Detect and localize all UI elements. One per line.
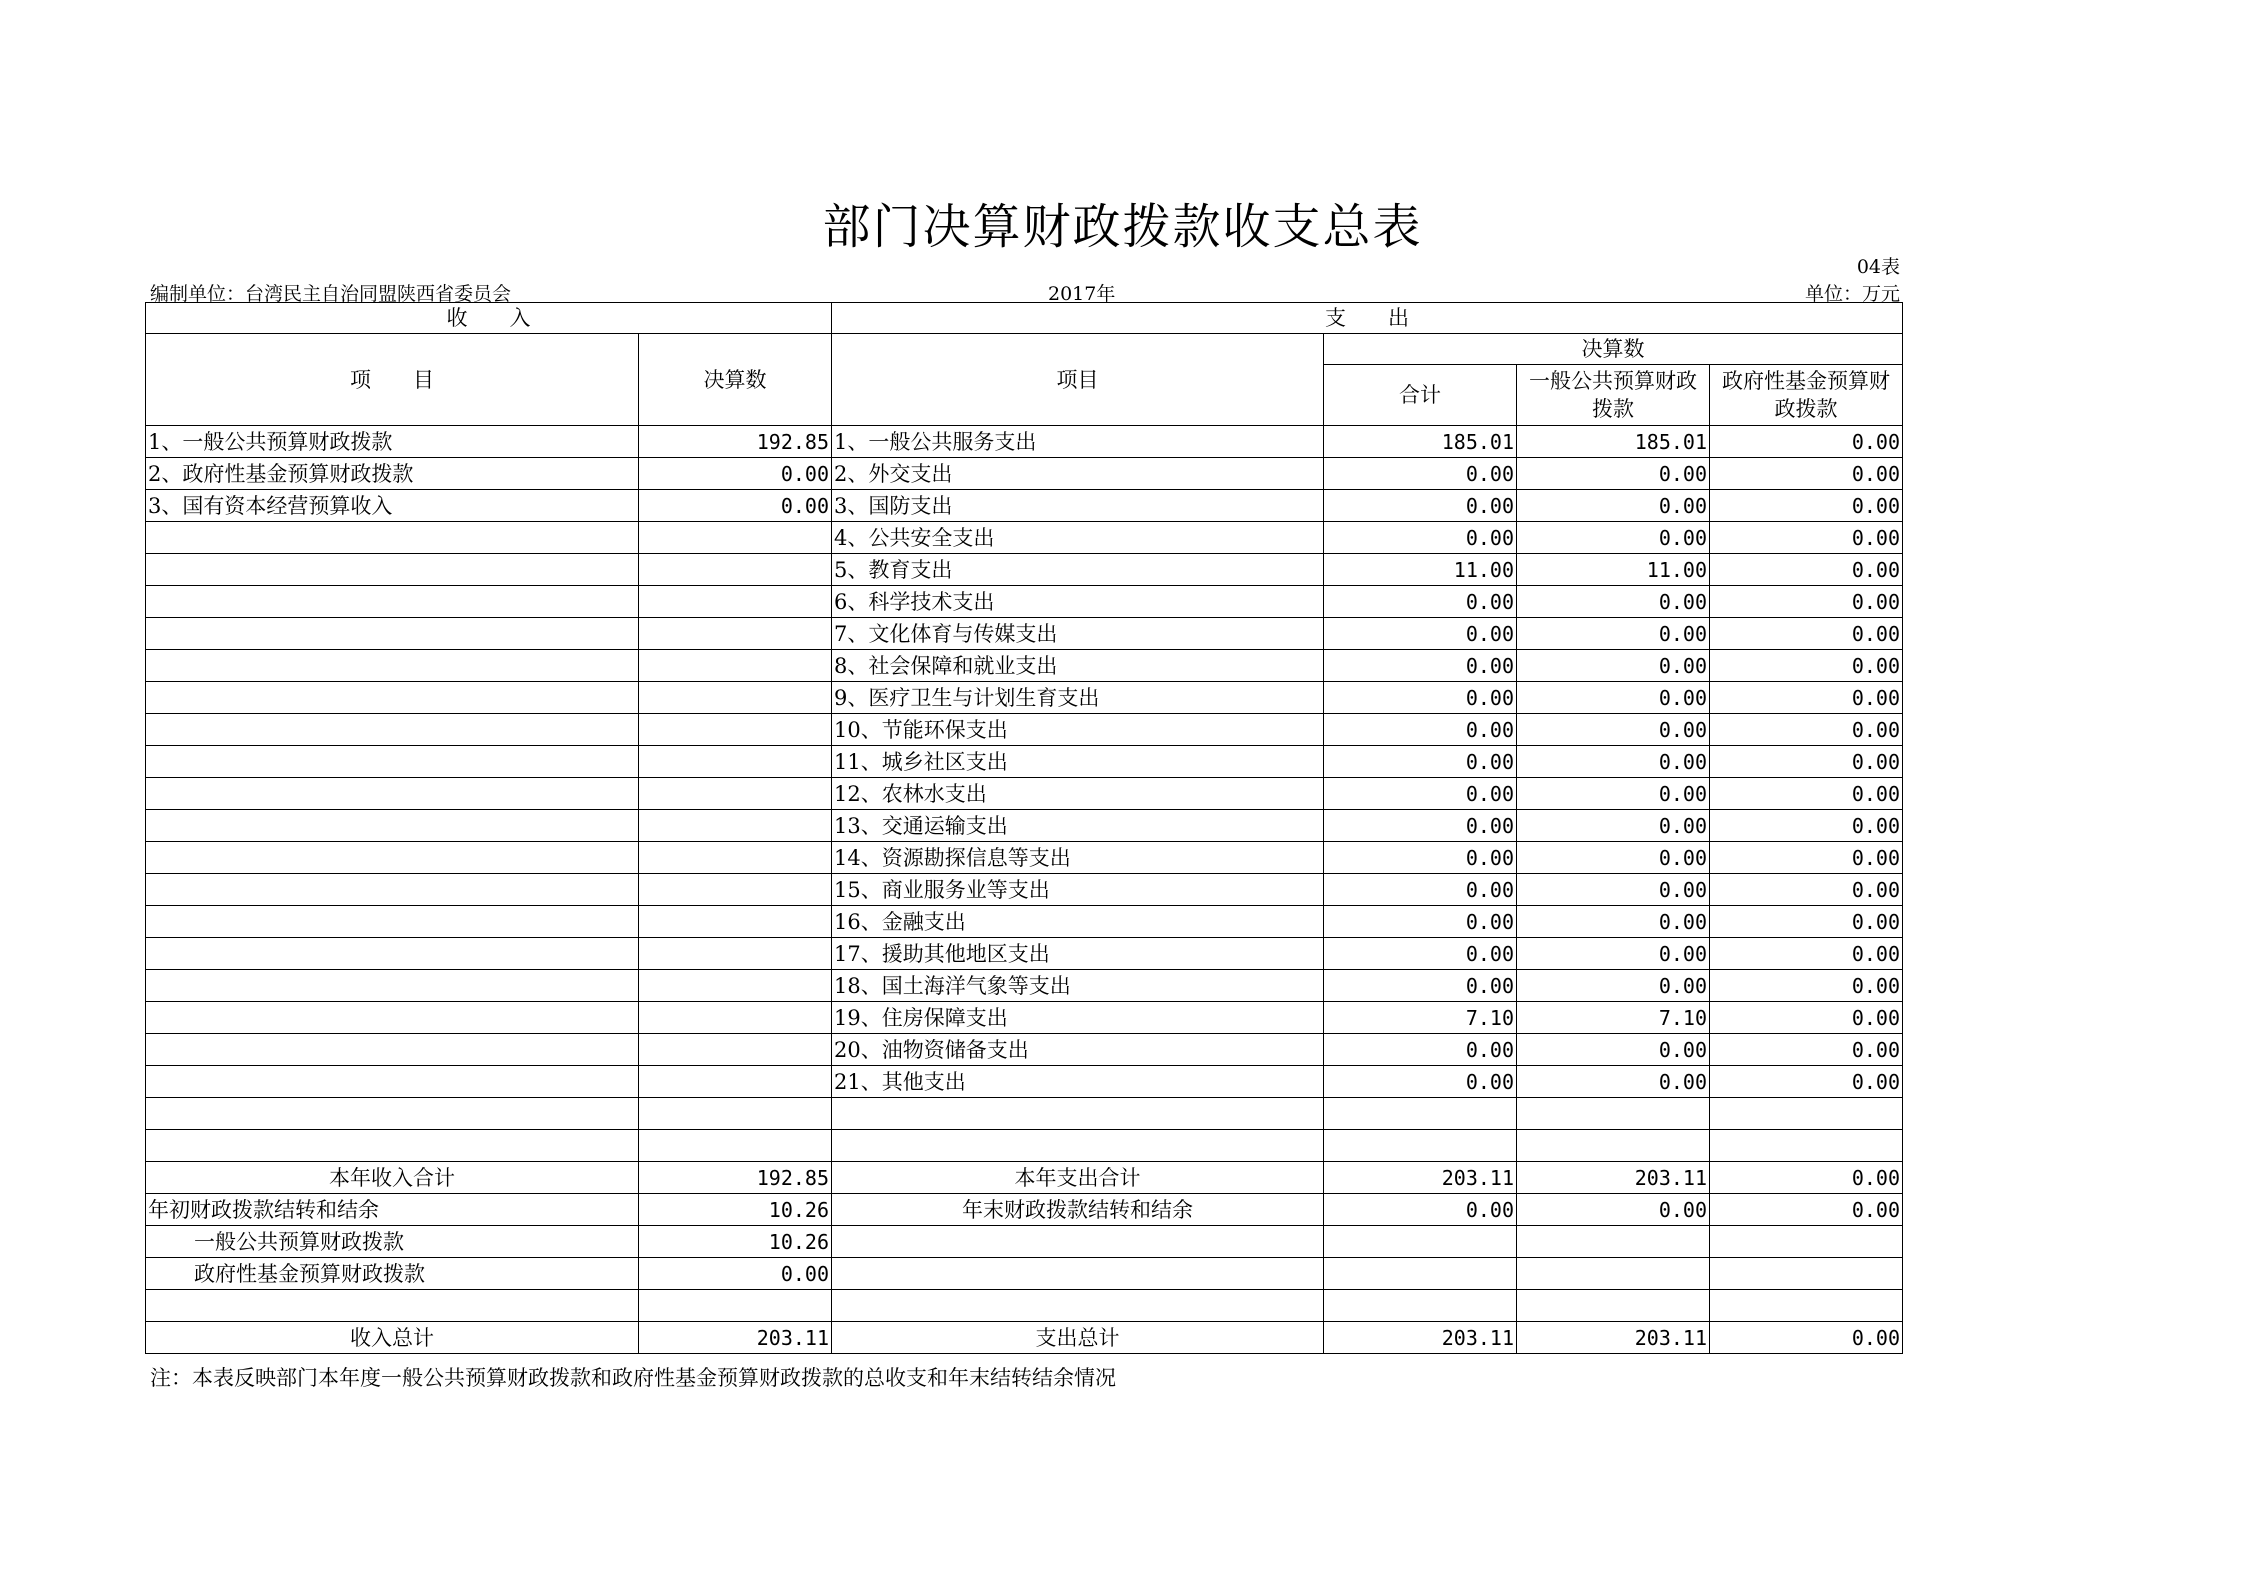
table-row xyxy=(146,842,1903,874)
begin-fund-label: 政府性基金预算财政拨款 xyxy=(146,1258,639,1290)
empty-cell xyxy=(832,1226,1324,1258)
income-total-label: 收入总计 xyxy=(146,1322,639,1354)
expense-total-cell: 0.00 xyxy=(1324,778,1517,810)
expense-total-cell: 185.01 xyxy=(1324,426,1517,458)
expense-fund-cell: 0.00 xyxy=(1710,842,1903,874)
expense-item-header: 项目 xyxy=(832,334,1324,426)
empty-cell xyxy=(1517,1226,1710,1258)
table-row xyxy=(146,650,1903,682)
year-expense-total: 203.11 xyxy=(1324,1162,1517,1194)
income-item-cell xyxy=(146,842,639,874)
table-row xyxy=(146,810,1903,842)
income-amount-cell xyxy=(639,522,832,554)
begin-balance-amount: 10.26 xyxy=(639,1194,832,1226)
expense-fund-cell: 0.00 xyxy=(1710,618,1903,650)
expense-item-cell: 8、社会保障和就业支出 xyxy=(832,650,1324,682)
income-item-cell xyxy=(146,810,639,842)
expense-item-cell: 11、城乡社区支出 xyxy=(832,746,1324,778)
expense-general-cell: 0.00 xyxy=(1517,522,1710,554)
expense-fund-cell: 0.00 xyxy=(1710,874,1903,906)
expense-item-cell: 16、金融支出 xyxy=(832,906,1324,938)
income-amount-cell xyxy=(639,682,832,714)
income-item-cell xyxy=(146,874,639,906)
income-item-cell xyxy=(146,650,639,682)
income-amount-cell xyxy=(639,938,832,970)
income-amount-cell: 0.00 xyxy=(639,458,832,490)
income-amount-cell xyxy=(639,1066,832,1098)
expense-total-cell: 0.00 xyxy=(1324,458,1517,490)
expense-total-cell: 0.00 xyxy=(1324,906,1517,938)
expense-item-cell: 20、油物资储备支出 xyxy=(832,1034,1324,1066)
table-row xyxy=(146,426,1903,458)
income-item-cell: 3、国有资本经营预算收入 xyxy=(146,490,639,522)
income-amount-cell xyxy=(639,874,832,906)
expense-general-cell: 0.00 xyxy=(1517,458,1710,490)
begin-general-label: 一般公共预算财政拨款 xyxy=(146,1226,639,1258)
expense-total-cell: 0.00 xyxy=(1324,1066,1517,1098)
expense-item-cell: 1、一般公共服务支出 xyxy=(832,426,1324,458)
expense-general-cell: 0.00 xyxy=(1517,906,1710,938)
expense-amount-header: 决算数 xyxy=(1324,334,1903,365)
table-row xyxy=(146,490,1903,522)
expense-total-cell: 0.00 xyxy=(1324,490,1517,522)
expense-total-cell: 0.00 xyxy=(1324,650,1517,682)
income-amount-cell: 0.00 xyxy=(639,490,832,522)
summary-row xyxy=(146,1194,1903,1226)
expense-fund-cell: 0.00 xyxy=(1710,714,1903,746)
income-item-cell xyxy=(146,938,639,970)
expense-fund-cell: 0.00 xyxy=(1710,1066,1903,1098)
expense-general-cell: 0.00 xyxy=(1517,490,1710,522)
expense-item-cell: 4、公共安全支出 xyxy=(832,522,1324,554)
income-amount-cell xyxy=(639,906,832,938)
expense-item-cell: 7、文化体育与传媒支出 xyxy=(832,618,1324,650)
empty-cell xyxy=(639,1290,832,1322)
income-amount-cell xyxy=(639,778,832,810)
income-amount-cell xyxy=(639,970,832,1002)
finance-table-body xyxy=(146,303,1903,1354)
expense-general-cell xyxy=(1517,1098,1710,1130)
empty-cell xyxy=(1324,1258,1517,1290)
year-expense-label: 本年支出合计 xyxy=(832,1162,1324,1194)
expense-fund-cell: 0.00 xyxy=(1710,1002,1903,1034)
income-item-cell xyxy=(146,1002,639,1034)
expense-total-cell: 0.00 xyxy=(1324,586,1517,618)
table-row xyxy=(146,906,1903,938)
table-row xyxy=(146,1098,1903,1130)
expense-total-cell: 0.00 xyxy=(1324,746,1517,778)
summary-row xyxy=(146,1162,1903,1194)
income-amount-cell xyxy=(639,1098,832,1130)
expense-total-cell: 11.00 xyxy=(1324,554,1517,586)
table-row xyxy=(146,554,1903,586)
income-item-cell xyxy=(146,1098,639,1130)
expense-fund-cell xyxy=(1710,1130,1903,1162)
expense-general-cell: 0.00 xyxy=(1517,842,1710,874)
income-total-amount: 203.11 xyxy=(639,1322,832,1354)
end-balance-general: 0.00 xyxy=(1517,1194,1710,1226)
expense-total-cell: 0.00 xyxy=(1324,682,1517,714)
expense-general-cell: 0.00 xyxy=(1517,938,1710,970)
expense-general-cell: 0.00 xyxy=(1517,1066,1710,1098)
column-header-row-1 xyxy=(146,334,1903,365)
expense-total-cell: 0.00 xyxy=(1324,810,1517,842)
empty-cell xyxy=(832,1258,1324,1290)
expense-total-cell: 0.00 xyxy=(1324,522,1517,554)
table-row xyxy=(146,1066,1903,1098)
begin-general-amount: 10.26 xyxy=(639,1226,832,1258)
expense-fund-cell: 0.00 xyxy=(1710,522,1903,554)
income-item-cell xyxy=(146,1130,639,1162)
expense-item-cell: 3、国防支出 xyxy=(832,490,1324,522)
income-amount-cell xyxy=(639,714,832,746)
expense-item-cell: 2、外交支出 xyxy=(832,458,1324,490)
table-number: 04表 xyxy=(1856,256,1900,278)
summary-row xyxy=(146,1226,1903,1258)
income-item-header: 项 目 xyxy=(146,334,639,426)
table-row xyxy=(146,1034,1903,1066)
expense-general-cell xyxy=(1517,1130,1710,1162)
income-item-cell xyxy=(146,682,639,714)
income-amount-header: 决算数 xyxy=(639,334,832,426)
end-balance-total: 0.00 xyxy=(1324,1194,1517,1226)
expense-total-header: 合计 xyxy=(1324,365,1517,426)
expense-fund-header: 政府性基金预算财政拨款 xyxy=(1710,365,1903,426)
expense-total-cell: 0.00 xyxy=(1324,1034,1517,1066)
income-amount-cell xyxy=(639,650,832,682)
income-item-cell xyxy=(146,778,639,810)
summary-row xyxy=(146,1322,1903,1354)
expense-item-cell: 5、教育支出 xyxy=(832,554,1324,586)
expense-general-cell: 0.00 xyxy=(1517,746,1710,778)
income-section-header: 收 入 xyxy=(146,303,832,334)
table-row xyxy=(146,1002,1903,1034)
end-balance-fund: 0.00 xyxy=(1710,1194,1903,1226)
income-amount-cell xyxy=(639,586,832,618)
empty-cell xyxy=(1517,1290,1710,1322)
income-amount-cell: 192.85 xyxy=(639,426,832,458)
summary-row xyxy=(146,1290,1903,1322)
expense-general-cell: 185.01 xyxy=(1517,426,1710,458)
expense-item-cell xyxy=(832,1098,1324,1130)
expense-item-cell: 19、住房保障支出 xyxy=(832,1002,1324,1034)
expense-grand-total: 203.11 xyxy=(1324,1322,1517,1354)
begin-fund-amount: 0.00 xyxy=(639,1258,832,1290)
expense-fund-cell: 0.00 xyxy=(1710,746,1903,778)
income-item-cell xyxy=(146,970,639,1002)
expense-item-cell: 17、援助其他地区支出 xyxy=(832,938,1324,970)
expense-fund-cell: 0.00 xyxy=(1710,682,1903,714)
compiling-unit: 编制单位：台湾民主自治同盟陕西省委员会 xyxy=(150,283,512,305)
income-item-cell xyxy=(146,554,639,586)
page-title: 部门决算财政拨款收支总表 xyxy=(822,199,1423,255)
table-row xyxy=(146,586,1903,618)
expense-general-cell: 0.00 xyxy=(1517,778,1710,810)
expense-item-cell: 18、国土海洋气象等支出 xyxy=(832,970,1324,1002)
expense-fund-cell: 0.00 xyxy=(1710,554,1903,586)
expense-item-cell: 21、其他支出 xyxy=(832,1066,1324,1098)
summary-row xyxy=(146,1258,1903,1290)
year-income-label: 本年收入合计 xyxy=(146,1162,639,1194)
year-expense-general: 203.11 xyxy=(1517,1162,1710,1194)
expense-section-header: 支 出 xyxy=(832,303,1903,334)
report-year: 2017年 xyxy=(1048,283,1116,305)
expense-fund-cell: 0.00 xyxy=(1710,426,1903,458)
expense-general-cell: 0.00 xyxy=(1517,586,1710,618)
empty-cell xyxy=(1710,1258,1903,1290)
income-amount-cell xyxy=(639,1034,832,1066)
expense-total-cell: 0.00 xyxy=(1324,970,1517,1002)
expense-total-cell: 0.00 xyxy=(1324,842,1517,874)
expense-fund-cell: 0.00 xyxy=(1710,778,1903,810)
expense-general-cell: 0.00 xyxy=(1517,618,1710,650)
begin-balance-label: 年初财政拨款结转和结余 xyxy=(146,1194,639,1226)
income-item-cell xyxy=(146,618,639,650)
expense-total-cell: 0.00 xyxy=(1324,938,1517,970)
expense-fund-cell: 0.00 xyxy=(1710,938,1903,970)
table-note: 注：本表反映部门本年度一般公共预算财政拨款和政府性基金预算财政拨款的总收支和年末结转结余情况 xyxy=(150,1366,1116,1390)
expense-item-cell: 12、农林水支出 xyxy=(832,778,1324,810)
income-item-cell: 1、一般公共预算财政拨款 xyxy=(146,426,639,458)
income-item-cell xyxy=(146,522,639,554)
income-amount-cell xyxy=(639,746,832,778)
expense-general-cell: 0.00 xyxy=(1517,810,1710,842)
income-item-cell xyxy=(146,746,639,778)
expense-total-cell: 0.00 xyxy=(1324,618,1517,650)
expense-item-cell: 9、医疗卫生与计划生育支出 xyxy=(832,682,1324,714)
expense-item-cell: 14、资源勘探信息等支出 xyxy=(832,842,1324,874)
expense-total-label: 支出总计 xyxy=(832,1322,1324,1354)
expense-general-header: 一般公共预算财政拨款 xyxy=(1517,365,1710,426)
table-row xyxy=(146,522,1903,554)
expense-item-cell: 10、节能环保支出 xyxy=(832,714,1324,746)
expense-total-cell: 0.00 xyxy=(1324,874,1517,906)
expense-grand-general: 203.11 xyxy=(1517,1322,1710,1354)
end-balance-label: 年末财政拨款结转和结余 xyxy=(832,1194,1324,1226)
expense-total-cell: 0.00 xyxy=(1324,714,1517,746)
expense-fund-cell: 0.00 xyxy=(1710,650,1903,682)
expense-item-cell xyxy=(832,1130,1324,1162)
expense-total-cell xyxy=(1324,1098,1517,1130)
finance-table xyxy=(145,302,1903,1354)
income-item-cell: 2、政府性基金预算财政拨款 xyxy=(146,458,639,490)
expense-fund-cell: 0.00 xyxy=(1710,906,1903,938)
empty-cell xyxy=(1324,1226,1517,1258)
table-row xyxy=(146,714,1903,746)
expense-fund-cell: 0.00 xyxy=(1710,1034,1903,1066)
table-row xyxy=(146,458,1903,490)
empty-cell xyxy=(1710,1290,1903,1322)
expense-general-cell: 0.00 xyxy=(1517,714,1710,746)
expense-general-cell: 0.00 xyxy=(1517,970,1710,1002)
expense-general-cell: 0.00 xyxy=(1517,682,1710,714)
table-row xyxy=(146,874,1903,906)
expense-fund-cell: 0.00 xyxy=(1710,810,1903,842)
year-income-amount: 192.85 xyxy=(639,1162,832,1194)
table-row xyxy=(146,778,1903,810)
income-amount-cell xyxy=(639,810,832,842)
expense-fund-cell: 0.00 xyxy=(1710,970,1903,1002)
section-header-row xyxy=(146,303,1903,334)
income-item-cell xyxy=(146,1034,639,1066)
table-row xyxy=(146,970,1903,1002)
expense-total-cell xyxy=(1324,1130,1517,1162)
empty-cell xyxy=(1710,1226,1903,1258)
currency-unit: 单位：万元 xyxy=(1804,283,1900,305)
expense-general-cell: 11.00 xyxy=(1517,554,1710,586)
table-row xyxy=(146,1130,1903,1162)
expense-item-cell: 6、科学技术支出 xyxy=(832,586,1324,618)
income-item-cell xyxy=(146,586,639,618)
empty-cell xyxy=(146,1290,639,1322)
expense-item-cell: 13、交通运输支出 xyxy=(832,810,1324,842)
expense-general-cell: 7.10 xyxy=(1517,1002,1710,1034)
expense-item-cell: 15、商业服务业等支出 xyxy=(832,874,1324,906)
expense-total-cell: 7.10 xyxy=(1324,1002,1517,1034)
income-amount-cell xyxy=(639,842,832,874)
expense-grand-fund: 0.00 xyxy=(1710,1322,1903,1354)
expense-general-cell: 0.00 xyxy=(1517,1034,1710,1066)
table-row xyxy=(146,938,1903,970)
table-row xyxy=(146,746,1903,778)
table-row xyxy=(146,618,1903,650)
year-expense-fund: 0.00 xyxy=(1710,1162,1903,1194)
income-item-cell xyxy=(146,1066,639,1098)
income-amount-cell xyxy=(639,554,832,586)
income-amount-cell xyxy=(639,618,832,650)
income-amount-cell xyxy=(639,1002,832,1034)
income-item-cell xyxy=(146,906,639,938)
empty-cell xyxy=(1517,1258,1710,1290)
expense-fund-cell: 0.00 xyxy=(1710,458,1903,490)
expense-fund-cell: 0.00 xyxy=(1710,490,1903,522)
empty-cell xyxy=(1324,1290,1517,1322)
income-item-cell xyxy=(146,714,639,746)
table-row xyxy=(146,682,1903,714)
expense-general-cell: 0.00 xyxy=(1517,874,1710,906)
expense-general-cell: 0.00 xyxy=(1517,650,1710,682)
empty-cell xyxy=(832,1290,1324,1322)
income-amount-cell xyxy=(639,1130,832,1162)
expense-fund-cell xyxy=(1710,1098,1903,1130)
expense-fund-cell: 0.00 xyxy=(1710,586,1903,618)
